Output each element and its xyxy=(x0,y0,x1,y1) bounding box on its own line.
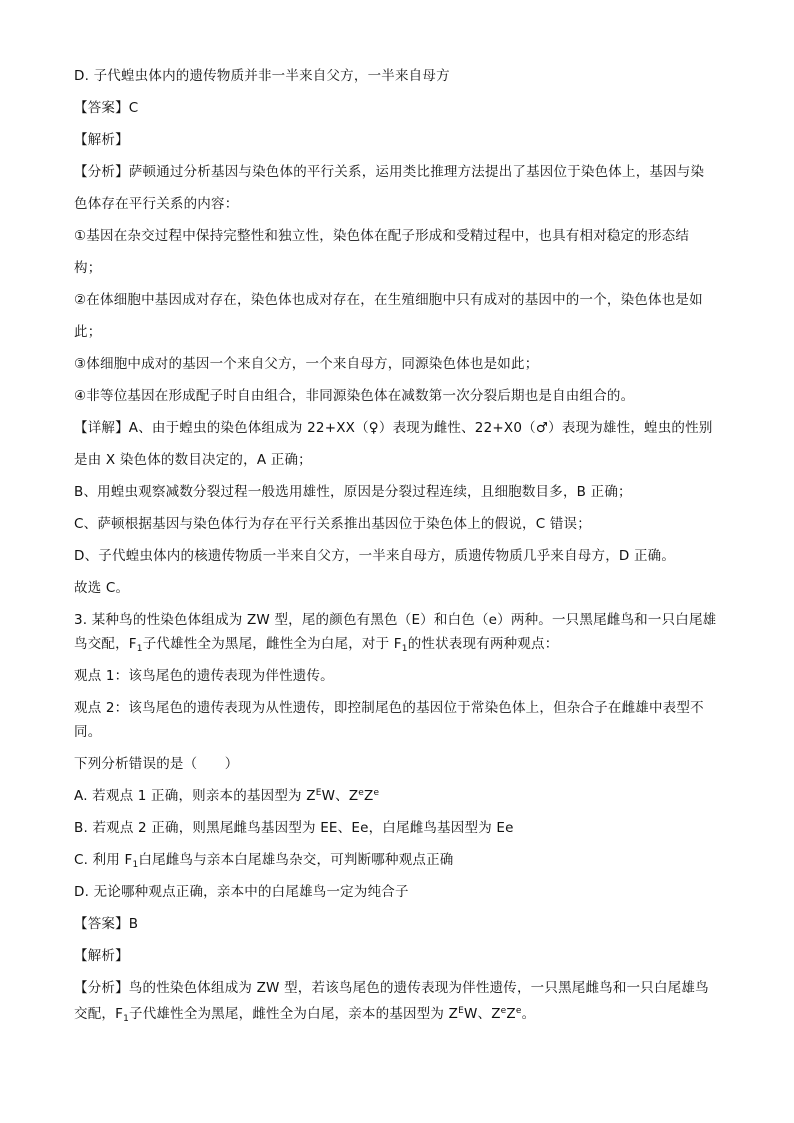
analysis-2-line-1: 【分析】鸟的性染色体组成为 ZW 型，若该鸟尾色的遗传表现为伴性遗传，一只黑尾雌鸟和一只白尾雄鸟 xyxy=(74,980,709,996)
viewpoint-1: 观点 1：该鸟尾色的遗传表现为伴性遗传。 xyxy=(74,668,334,684)
option-a: A. 若观点 1 正确，则亲本的基因型为 $Z^EW$、$Z^eZ^e$ xyxy=(74,788,380,804)
detail-line-2: 是由 X 染色体的数目决定的，A 正确； xyxy=(74,452,312,468)
detail-line-b: B、用蝗虫观察减数分裂过程一般选用雄性，原因是分裂过程连续，且细胞数目多，B 正确； xyxy=(74,484,632,500)
analysis-point-1: ①基因在杂交过程中保持完整性和独立性，染色体在配子形成和受精过程中，也具有相对稳定的形态结 xyxy=(74,228,690,244)
option-d-previous: D. 子代蝗虫体内的遗传物质并非一半来自父方，一半来自母方 xyxy=(74,68,450,84)
detail-line-d: D、子代蝗虫体内的核遗传物质一半来自父方，一半来自母方，质遗传物质几乎来自母方，D 正确。 xyxy=(74,548,676,564)
explanation-label-2: 【解析】 xyxy=(74,948,129,964)
option-d: D. 无论哪种观点正确，亲本中的白尾雄鸟一定为纯合子 xyxy=(74,884,409,900)
question-prompt: 下列分析错误的是（ ） xyxy=(74,756,239,772)
analysis-line-2: 色体存在平行关系的内容： xyxy=(74,196,239,212)
explanation-label: 【解析】 xyxy=(74,132,129,148)
analysis-line-1: 【分析】萨顿通过分析基因与染色体的平行关系，运用类比推理方法提出了基因位于染色体上，基因与染 xyxy=(74,164,705,180)
answer-label: 【答案】C xyxy=(74,100,139,116)
question-3-line-1: 3. 某种鸟的性染色体组成为 ZW 型，尾的颜色有黑色（E）和白色（e）两种。一只黑尾雌鸟和一只白尾雄 xyxy=(74,612,717,628)
analysis-point-2: ②在体细胞中基因成对存在，染色体也成对存在，在生殖细胞中只有成对的基因中的一个，染色体也是如 xyxy=(74,292,703,308)
viewpoint-2-cont: 同。 xyxy=(74,724,102,740)
detail-line-1: 【详解】A、由于蝗虫的染色体组成为 22+XX（♀）表现为雌性、22+X0（♂）表现为雄性，蝗虫的性别 xyxy=(74,420,713,436)
analysis-point-4: ④非等位基因在形成配子时自由组合，非同源染色体在减数第一次分裂后期也是自由组合的。 xyxy=(74,388,635,404)
conclusion-line: 故选 C。 xyxy=(74,580,130,596)
analysis-point-2-cont: 此； xyxy=(74,324,102,340)
option-c: C. 利用 $F_1$白尾雌鸟与亲本白尾雄鸟杂交，可判断哪种观点正确 xyxy=(74,852,454,870)
answer-label-2: 【答案】B xyxy=(74,916,139,932)
analysis-point-3: ③体细胞中成对的基因一个来自父方，一个来自母方，同源染色体也是如此； xyxy=(74,356,539,372)
analysis-point-1-cont: 构； xyxy=(74,260,102,276)
viewpoint-2: 观点 2：该鸟尾色的遗传表现为从性遗传，即控制尾色的基因位于常染色体上，但杂合子在雌雄中表型不 xyxy=(74,700,704,716)
question-3-line-2: 鸟交配，$F_1$子代雄性全为黑尾，雌性全为白尾，对于 $F_1$的性状表现有两种观点： xyxy=(74,636,559,654)
option-b: B. 若观点 2 正确，则黑尾雌鸟基因型为 EE、Ee，白尾雌鸟基因型为 Ee xyxy=(74,820,514,836)
detail-line-c: C、萨顿根据基因与染色体行为存在平行关系推出基因位于染色体上的假说，C 错误； xyxy=(74,516,591,532)
analysis-2-line-2: 交配，$F_1$子代雄性全为黑尾，雌性全为白尾，亲本的基因型为 $Z^EW$、$Z^eZ^e$。 xyxy=(74,1006,536,1024)
